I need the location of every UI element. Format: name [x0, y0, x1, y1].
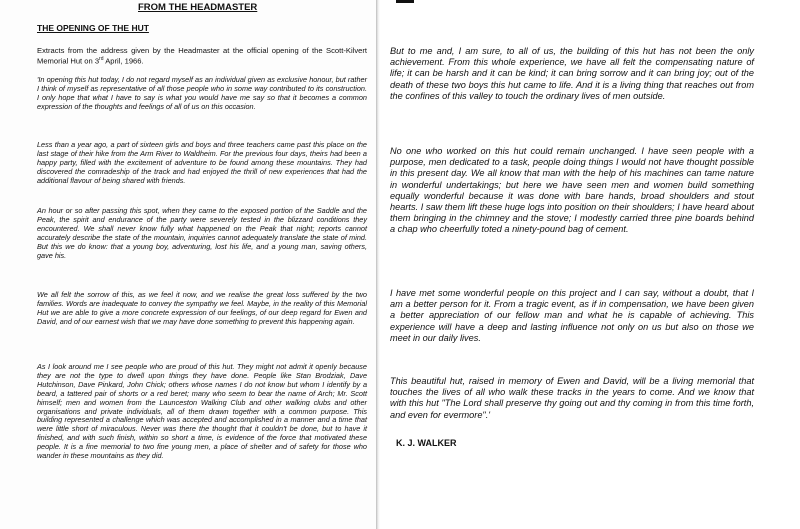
intro-text-end: April, 1966. [103, 56, 144, 66]
speech-paragraph: As I look around me I see people who are proud of this hut. They might not admit it openly because they are not the type to dwell upon things they have done. People like Stan Brodziak, Dave Hutchinson, Dave Pinkard, John Chick; others whose names I do not know but whom I identify by a beard, a tattered pair of shorts or a red beret; many who seem to bear the name of Arch; Mr. Scott himself; men and women from the Launceston Walking Club and other walking clubs and other organisations and private individuals, all of them drawn together with a common purpose. This building represented a challenge which was accepted and accomplished in a manner and a time that were little short of miraculous. Never was there the thought that it couldn't be done, but to have it finished, and with such finish, within so short a time, is evidence of the force that motivated these people. It is a fine memorial to two fine young men, a place of shelter and of safety for those who wander in these mountains as they did. [37, 362, 367, 461]
section-heading: THE OPENING OF THE HUT [37, 23, 149, 33]
page-heading: FROM THE HEADMASTER [138, 2, 258, 13]
speech-paragraph: We all felt the sorrow of this, as we feel it now, and we realise the great loss suffered by the two families. Words are inadequate to convey the sympathy we feel. Maybe, in the reality of this Memorial Hut we are able to give a more concrete expression of our feelings, of our deep regard for Ewen and David, and of our earnest wish that we may have done something to prevent this happening again. [37, 290, 367, 326]
signature: K. J. WALKER [396, 438, 457, 448]
intro-text: Extracts from the address given by the Headmaster at the official opening of the Scott-Kilvert Memorial Hut on 3 [37, 46, 367, 66]
speech-paragraph: Less than a year ago, a part of sixteen girls and boys and three teachers came past this place on the last stage of their hike from the Arm River to Waldheim. For the previous four days, theirs had been a happy party, filled with the excitement of adventure to be found among these mountains. They had discovered the comradeship of the track and had enjoyed the thrill of new experiences that had the additional flavour of being shared with friends. [37, 140, 367, 185]
speech-paragraph: This beautiful hut, raised in memory of Ewen and David, will be a living memorial that touches the lives of all who walk these tracks in the years to come. And we know that with this hut "The Lord shall preserve thy going out and thy coming in from this time forth, and even for evermore".' [390, 376, 754, 420]
date-ordinal: rd [99, 56, 104, 63]
speech-paragraph: But to me and, I am sure, to all of us, the building of this hut has not been the only achievement. From this whole experience, we have all felt the compensating nature of life; it can be harsh and it can be kind; it can bring sorrow and it can bring joy; out of the death of these two boys this hut came to life. And it is a living thing that reaches out from the confines of this valley to touch the ordinary lives of men outside. [390, 46, 754, 101]
speech-paragraph: No one who worked on this hut could remain unchanged. I have seen people with a purpose, men dedicated to a task, people doing things I would not have thought possible in this present day. We all know that man with the help of his machines can tame nature in wonderful undertakings; but here we have seen men and women build something equally wonderful because it was done with bare hands, broad shoulders and stout hearts. I saw them lift these huge logs into position on their shoulders; I have heard about them bringing in the chimney and the stove; I modestly carried three pine boards behind a chap who cheerfully toted a ninety-pound bag of cement. [390, 146, 754, 235]
speech-paragraph: 'In opening this hut today, I do not regard myself as an individual given as exclusive honour, but rather I think of myself as representative of all those people who in some way contributed to its construction. I only hope that what I have to say is what you would have me say so that it becomes a common expression of the thoughts and feelings of all of us on this occasion. [37, 75, 367, 111]
speech-paragraph: I have met some wonderful people on this project and I can say, without a doubt, that I am a better person for it. From a tragic event, as if in compensation, we have been given a better appreciation of our fellow man and what he is capable of achieving. This experience will have a deep and lasting influence not only on us but also on those we meet in our daily lives. [390, 288, 754, 343]
speech-paragraph: An hour or so after passing this spot, when they came to the exposed portion of the Saddle and the Peak, the spirit and endurance of the party were severely tested in the blizzard conditions they encountered. We shall never know fully what happened on the Peak that night; reports cannot accurately describe the state of the mountain, inquiries cannot adequately translate the state of mind. But this we do know: that a young boy, adventuring, lost his life, and a young man, saving others, gave his. [37, 206, 367, 260]
